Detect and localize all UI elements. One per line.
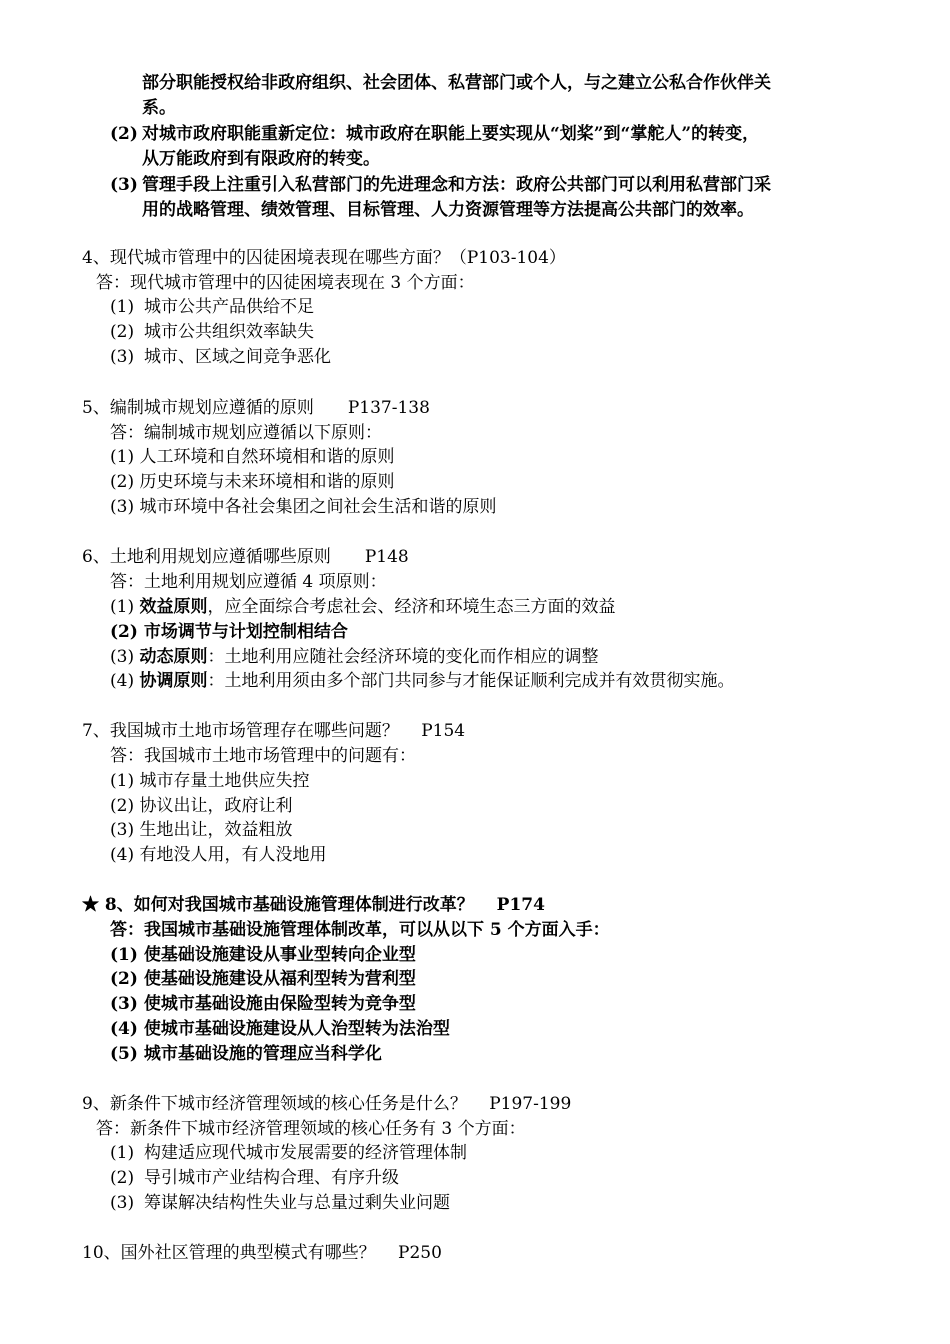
answer-intro: 答：新条件下城市经济管理领域的核心任务有 3 个方面： [96, 1119, 526, 1139]
question-heading: 10、国外社区管理的典型模式有哪些？ P250 [82, 1243, 442, 1263]
list-item: (1) 城市存量土地供应失控 [110, 771, 310, 791]
list-item [110, 596, 616, 618]
list-number: (2) [110, 1168, 135, 1188]
list-item-text: 管理手段上注重引入私营部门的先进理念和方法：政府公共部门可以利用私营部门采 [142, 175, 771, 195]
list-number: (1) [110, 597, 135, 617]
list-item: (4) 使城市基础设施建设从人治型转为法治型 [110, 1019, 450, 1039]
answer-intro: 答：现代城市管理中的囚徒困境表现在 3 个方面： [96, 273, 475, 293]
list-item: (2) 使基础设施建设从福利型转为营利型 [110, 969, 416, 989]
question-heading: 4、现代城市管理中的囚徒困境表现在哪些方面？（P103-104） [82, 248, 566, 268]
principle-term: 协调原则 [139, 671, 208, 691]
list-item: (4) 有地没人用，有人没地用 [110, 845, 327, 865]
list-item-text: 城市公共组织效率缺失 [144, 322, 314, 342]
list-item-text: 用的战略管理、绩效管理、目标管理、人力资源管理等方法提高公共部门的效率。 [142, 200, 754, 220]
list-item-text: ，应全面综合考虑社会、经济和环境生态三方面的效益 [207, 597, 616, 617]
list-number: (4) [110, 671, 135, 691]
list-item-text: 筹谋解决结构性失业与总量过剩失业问题 [144, 1193, 450, 1213]
list-number: (3) [110, 647, 135, 667]
list-item: (1) 使基础设施建设从事业型转向企业型 [110, 945, 416, 965]
answer-intro: 答：我国城市基础设施管理体制改革，可以从以下 5 个方面入手： [110, 920, 610, 940]
list-item: (3) 城市环境中各社会集团之间社会生活和谐的原则 [110, 497, 497, 517]
list-item: (1) 人工环境和自然环境相和谐的原则 [110, 447, 395, 467]
list-item [110, 646, 599, 668]
list-number: (2) [110, 124, 138, 144]
list-item-text: 对城市政府职能重新定位：城市政府在职能上要实现从“划桨”到“掌舵人”的转变， [142, 124, 760, 144]
question-heading: 7、我国城市土地市场管理存在哪些问题？ P154 [82, 721, 466, 741]
list-item-text: 从万能政府到有限政府的转变。 [142, 149, 380, 169]
answer-intro: 答：编制城市规划应遵循以下原则： [110, 423, 382, 443]
list-item: (3) 生地出让，效益粗放 [110, 820, 293, 840]
list-item: (5) 城市基础设施的管理应当科学化 [110, 1044, 382, 1064]
question-heading: 9、新条件下城市经济管理领域的核心任务是什么？ P197-199 [82, 1094, 572, 1114]
list-item: (3) 使城市基础设施由保险型转为竞争型 [110, 994, 416, 1014]
list-item: (2) 协议出让，政府让利 [110, 796, 293, 816]
list-number: (2) [110, 322, 135, 342]
question-heading: ★ 8、如何对我国城市基础设施管理体制进行改革？ P174 [82, 895, 545, 915]
list-item [110, 670, 735, 692]
principle-term: 动态原则 [139, 647, 208, 667]
paragraph-line: 部分职能授权给非政府组织、社会团体、私营部门或个人，与之建立公私合作伙伴关 [142, 73, 771, 93]
paragraph-line: 系。 [142, 98, 176, 118]
list-item-text: ：土地利用应随社会经济环境的变化而作相应的调整 [207, 647, 599, 667]
question-heading: 5、编制城市规划应遵循的原则 P137-138 [82, 398, 430, 418]
question-heading: 6、土地利用规划应遵循哪些原则 P148 [82, 547, 409, 567]
list-item: (2) 历史环境与未来环境相和谐的原则 [110, 472, 395, 492]
answer-intro: 答：土地利用规划应遵循 4 项原则： [110, 572, 387, 592]
list-number: (1) [110, 297, 135, 317]
list-number: (3) [110, 175, 138, 195]
list-item-text: 城市公共产品供给不足 [144, 297, 314, 317]
answer-intro: 答：我国城市土地市场管理中的问题有： [110, 746, 416, 766]
principle-term: 效益原则 [139, 597, 208, 617]
list-item-text: ：土地利用须由多个部门共同参与才能保证顺利完成并有效贯彻实施。 [207, 671, 735, 691]
list-number: (3) [110, 1193, 135, 1213]
list-item: (2) 市场调节与计划控制相结合 [110, 622, 348, 642]
list-item-text: 构建适应现代城市发展需要的经济管理体制 [144, 1143, 467, 1163]
list-number: (3) [110, 347, 135, 367]
list-number: (1) [110, 1143, 135, 1163]
list-item-text: 导引城市产业结构合理、有序升级 [144, 1168, 399, 1188]
list-item-text: 城市、区域之间竞争恶化 [144, 347, 331, 367]
